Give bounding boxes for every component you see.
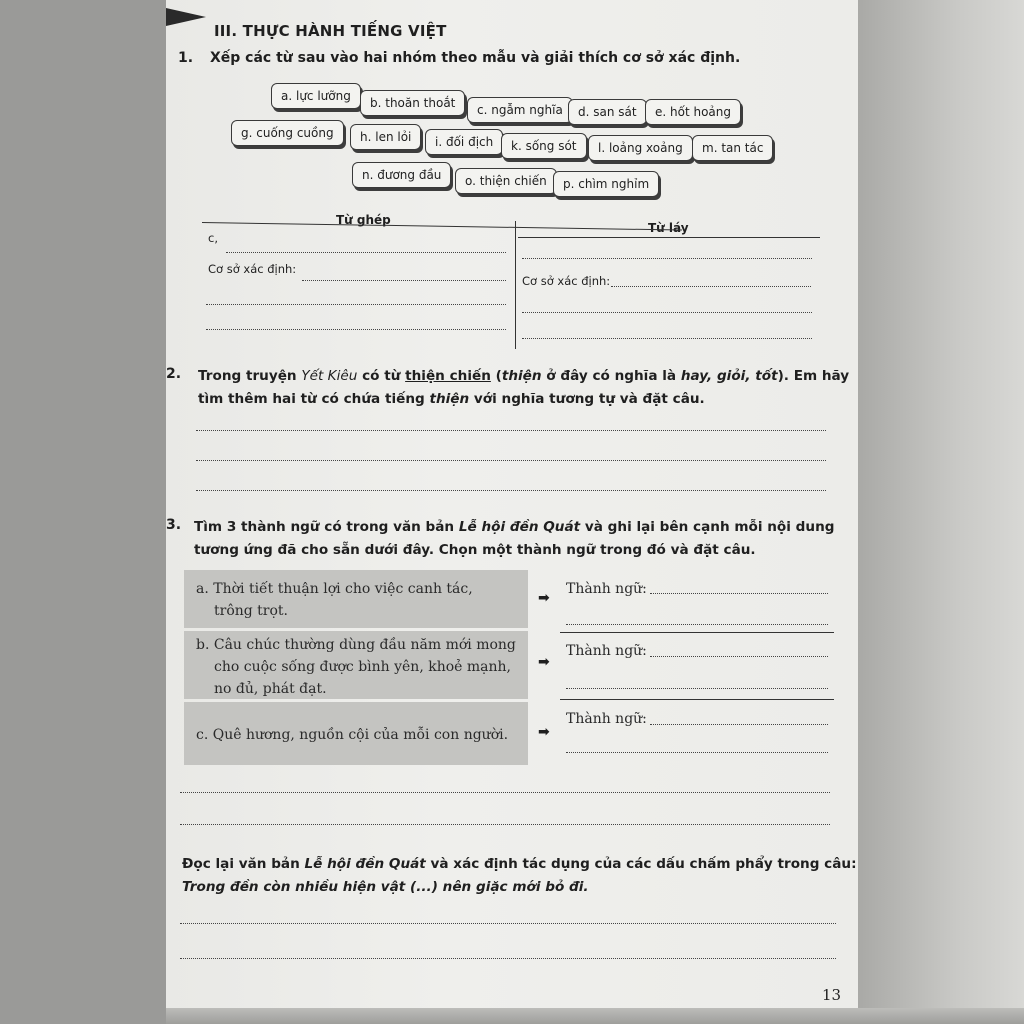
answer-line [566, 688, 828, 689]
word-chip: c. ngẫm nghĩa [467, 97, 573, 123]
sample-answer: c, [208, 231, 218, 245]
answer-label: Thành ngữ: [566, 581, 647, 597]
answer-line [522, 338, 812, 339]
q2-text: có từ [357, 368, 406, 384]
answer-line [226, 252, 506, 253]
workbook-page [166, 0, 858, 1024]
word-chip: p. chìm nghỉm [553, 171, 659, 197]
q3-text: và ghi lại bên cạnh mỗi nội dung [580, 519, 835, 535]
answer-line [180, 792, 830, 793]
item-a-line2: trông trọt. [214, 603, 288, 619]
answer-line [522, 258, 812, 259]
table-header-line [518, 237, 820, 238]
q2-line2 [198, 388, 705, 410]
q2-text: với nghĩa tương tự và đặt câu. [469, 391, 705, 407]
q3-text: Tìm 3 thành ngữ có trong văn bản [194, 519, 459, 535]
col-reduplicative-header: Từ láy [648, 221, 689, 235]
answer-line [180, 923, 836, 924]
answer-line [196, 460, 826, 461]
basis-label-left: Cơ sở xác định: [208, 262, 297, 276]
word-chip: e. hốt hoảng [645, 99, 741, 125]
answer-line [650, 724, 828, 725]
word-chip: k. sống sót [501, 133, 587, 159]
answer-line [206, 304, 506, 305]
word-chip: o. thiện chiến [455, 168, 557, 194]
q2-text: Trong truyện [198, 368, 302, 384]
divider-line [560, 699, 834, 700]
answer-line [522, 312, 812, 313]
word-chip: h. len lỏi [350, 124, 421, 150]
q3-title: Lễ hội đền Quát [458, 519, 581, 535]
q4-text: Đọc lại văn bản [182, 856, 305, 872]
q2-line1 [198, 365, 849, 387]
item-b-line3: no đủ, phát đạt. [214, 681, 327, 697]
answer-line [650, 656, 828, 657]
q2-text: ( [490, 368, 502, 384]
item-b-line1: b. Câu chúc thường dùng đầu năm mới mong [196, 637, 516, 653]
item-b-line2: cho cuộc sống được bình yên, khoẻ mạnh, [214, 659, 511, 675]
word-chip: m. tan tác [692, 135, 773, 161]
answer-label: Thành ngữ: [566, 643, 647, 659]
q3-number: 3. [166, 517, 182, 533]
word-chip: b. thoăn thoắt [360, 90, 465, 116]
q2-word: thiện [429, 391, 470, 407]
answer-label: Thành ngữ: [566, 711, 647, 727]
arrow-right-icon: ➡ [538, 590, 550, 606]
word-chip: d. san sát [568, 99, 647, 125]
section-title: III. THỰC HÀNH TIẾNG VIỆT [214, 22, 447, 40]
q4-line2: Trong đền còn nhiều hiện vật (...) nên giặc mới bỏ đi. [182, 879, 589, 895]
table-divider [515, 221, 516, 349]
table-top-line [202, 222, 682, 231]
q2-meaning: hay, giỏi, tốt [680, 368, 778, 384]
q3-line2: tương ứng đã cho sẵn dưới đây. Chọn một thành ngữ trong đó và đặt câu. [194, 542, 756, 558]
divider-line [560, 632, 834, 633]
item-c-line1: c. Quê hương, nguồn cội của mỗi con người. [196, 727, 509, 743]
word-chip: a. lực lưỡng [271, 83, 361, 109]
arrow-right-icon: ➡ [538, 724, 550, 740]
q3-line1 [194, 516, 834, 538]
item-a-line1: a. Thời tiết thuận lợi cho việc canh tác, [196, 581, 473, 597]
word-chip: n. đương đầu [352, 162, 451, 188]
arrow-right-icon: ➡ [538, 654, 550, 670]
answer-line [206, 329, 506, 330]
word-chip: i. đối địch [425, 129, 503, 155]
page-bottom-shadow [166, 1008, 1024, 1024]
q2-story: Yết Kiêu [301, 368, 358, 384]
answer-line [180, 824, 830, 825]
page-number: 13 [822, 986, 842, 1004]
answer-line [196, 490, 826, 491]
q2-text: tìm thêm hai từ có chứa tiếng [198, 391, 430, 407]
q2-word: thiện [501, 368, 542, 384]
answer-line [302, 280, 506, 281]
basis-label-right: Cơ sở xác định: [522, 274, 611, 288]
answer-line [650, 593, 828, 594]
q4-line1 [182, 853, 857, 875]
section-marker-icon [166, 8, 206, 26]
q4-title: Lễ hội đền Quát [304, 856, 426, 872]
q2-word: thiện chiến [405, 368, 491, 384]
q4-text: và xác định tác dụng của các dấu chấm phẩy trong câu: [425, 856, 857, 872]
word-chip: g. cuống cuồng [231, 120, 344, 146]
q2-number: 2. [166, 366, 182, 382]
q1-text: Xếp các từ sau vào hai nhóm theo mẫu và giải thích cơ sở xác định. [210, 50, 741, 66]
answer-line [566, 752, 828, 753]
answer-line [180, 958, 836, 959]
q2-text: ). Em hãy [777, 368, 850, 384]
q2-text: ở đây có nghĩa là [541, 368, 681, 384]
q1-number: 1. [178, 50, 194, 66]
answer-line [196, 430, 826, 431]
answer-line [566, 624, 828, 625]
word-chip: l. loảng xoảng [588, 135, 693, 161]
page-edge-shadow [858, 0, 1024, 1024]
col-compound-header: Từ ghép [336, 213, 391, 227]
answer-line [611, 286, 811, 287]
